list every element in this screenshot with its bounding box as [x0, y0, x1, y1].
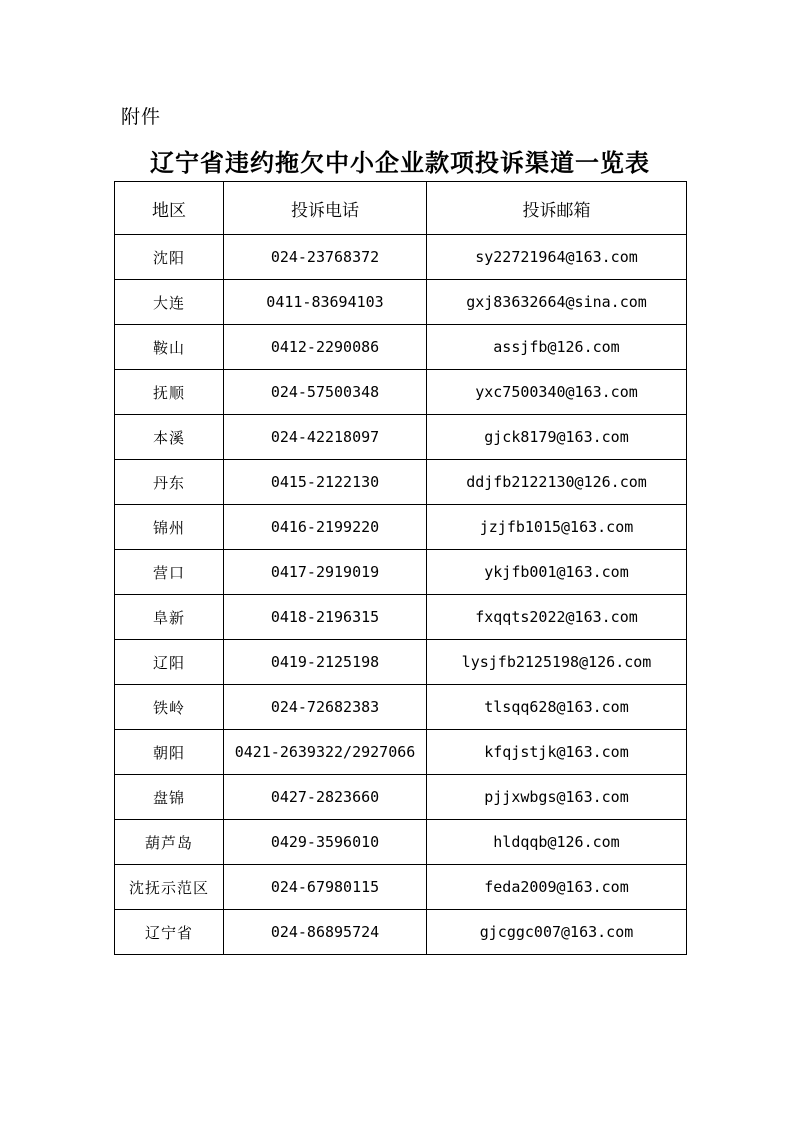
region-cell: 沈阳: [115, 235, 224, 280]
document-title: 辽宁省违约拖欠中小企业款项投诉渠道一览表: [150, 148, 650, 177]
email-cell: assjfb@126.com: [427, 325, 687, 370]
email-cell: yxc7500340@163.com: [427, 370, 687, 415]
phone-cell: 0427-2823660: [224, 775, 427, 820]
phone-cell: 0416-2199220: [224, 505, 427, 550]
phone-cell: 0415-2122130: [224, 460, 427, 505]
table-row: [115, 685, 687, 730]
table-row: [115, 235, 687, 280]
region-cell: 本溪: [115, 415, 224, 460]
region-cell: 营口: [115, 550, 224, 595]
phone-cell: 024-23768372: [224, 235, 427, 280]
table-row: [115, 550, 687, 595]
table-row: [115, 460, 687, 505]
region-cell: 辽宁省: [115, 910, 224, 955]
phone-cell: 024-72682383: [224, 685, 427, 730]
region-cell: 辽阳: [115, 640, 224, 685]
phone-cell: 0429-3596010: [224, 820, 427, 865]
table-row: [115, 280, 687, 325]
phone-cell: 024-67980115: [224, 865, 427, 910]
table-row: [115, 370, 687, 415]
email-cell: fxqqts2022@163.com: [427, 595, 687, 640]
region-cell: 铁岭: [115, 685, 224, 730]
region-cell: 抚顺: [115, 370, 224, 415]
email-cell: kfqjstjk@163.com: [427, 730, 687, 775]
phone-cell: 0412-2290086: [224, 325, 427, 370]
phone-cell: 0418-2196315: [224, 595, 427, 640]
email-cell: tlsqq628@163.com: [427, 685, 687, 730]
complaint-channels-table: [114, 181, 687, 955]
region-cell: 盘锦: [115, 775, 224, 820]
table-row: [115, 775, 687, 820]
region-cell: 沈抚示范区: [115, 865, 224, 910]
table-row: [115, 595, 687, 640]
email-cell: gjck8179@163.com: [427, 415, 687, 460]
table-row: [115, 865, 687, 910]
email-cell: gjcggc007@163.com: [427, 910, 687, 955]
attachment-label: 附件: [121, 106, 162, 128]
region-cell: 鞍山: [115, 325, 224, 370]
phone-cell: 024-42218097: [224, 415, 427, 460]
email-cell: ddjfb2122130@126.com: [427, 460, 687, 505]
column-header-region: 地区: [115, 182, 224, 235]
region-cell: 大连: [115, 280, 224, 325]
phone-cell: 0411-83694103: [224, 280, 427, 325]
table-row: [115, 820, 687, 865]
table-row: [115, 730, 687, 775]
phone-cell: 024-57500348: [224, 370, 427, 415]
column-header-phone: 投诉电话: [224, 182, 427, 235]
table-row: [115, 325, 687, 370]
table-header-row: [115, 182, 687, 235]
region-cell: 锦州: [115, 505, 224, 550]
email-cell: ykjfb001@163.com: [427, 550, 687, 595]
phone-cell: 0421-2639322/2927066: [224, 730, 427, 775]
table-row: [115, 910, 687, 955]
phone-cell: 0417-2919019: [224, 550, 427, 595]
email-cell: pjjxwbgs@163.com: [427, 775, 687, 820]
region-cell: 丹东: [115, 460, 224, 505]
phone-cell: 0419-2125198: [224, 640, 427, 685]
email-cell: gxj83632664@sina.com: [427, 280, 687, 325]
table-body: [115, 235, 687, 955]
table-row: [115, 415, 687, 460]
email-cell: hldqqb@126.com: [427, 820, 687, 865]
email-cell: sy22721964@163.com: [427, 235, 687, 280]
phone-cell: 024-86895724: [224, 910, 427, 955]
region-cell: 阜新: [115, 595, 224, 640]
table-row: [115, 640, 687, 685]
email-cell: feda2009@163.com: [427, 865, 687, 910]
region-cell: 朝阳: [115, 730, 224, 775]
email-cell: lysjfb2125198@126.com: [427, 640, 687, 685]
table-row: [115, 505, 687, 550]
region-cell: 葫芦岛: [115, 820, 224, 865]
email-cell: jzjfb1015@163.com: [427, 505, 687, 550]
column-header-email: 投诉邮箱: [427, 182, 687, 235]
